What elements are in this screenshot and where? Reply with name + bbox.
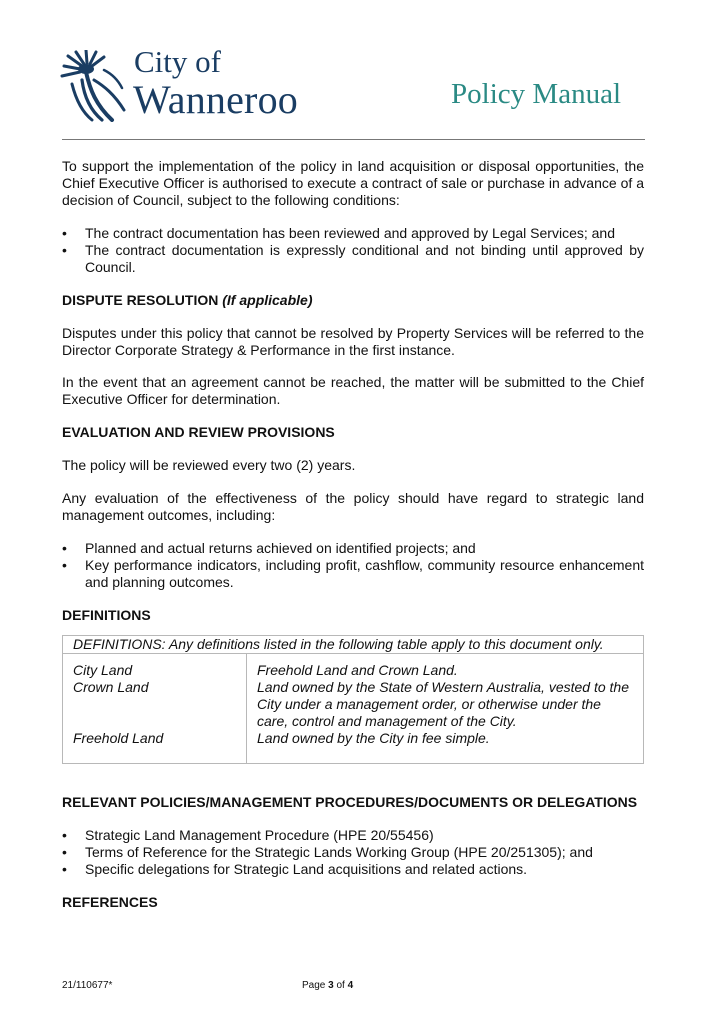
- definitions-heading: DEFINITIONS: [62, 607, 151, 623]
- conditions-list: [62, 225, 644, 276]
- definition-text: Freehold Land and Crown Land.: [257, 662, 458, 678]
- page-number: [302, 980, 353, 991]
- page-of: of: [336, 980, 345, 991]
- list-item: • Key performance indicators, including profit, cashflow, community resource enhancement and planning outcomes.: [62, 557, 644, 591]
- logo-city-text: City of: [134, 44, 221, 79]
- list-item: • The contract documentation has been reviewed and approved by Legal Services; and: [62, 225, 644, 242]
- evaluation-heading: EVALUATION AND REVIEW PROVISIONS: [62, 424, 335, 440]
- table-row: [63, 730, 643, 763]
- logo-wanneroo-text: Wanneroo: [133, 77, 298, 122]
- definition-text: Land owned by the City in fee simple.: [257, 730, 490, 746]
- page-header: [0, 0, 705, 140]
- document-reference: 21/110677*: [62, 980, 113, 991]
- table-header-cell: DEFINITIONS: Any definitions listed in the following table apply to this document only.: [63, 636, 643, 654]
- page-word: Page: [302, 980, 326, 991]
- evaluation-paragraph-2: Any evaluation of the effectiveness of the policy should have regard to strategic land management outcomes, including:: [62, 490, 644, 523]
- table-row: [63, 654, 643, 679]
- evaluation-list: [62, 540, 644, 591]
- list-item: • The contract documentation is expressly conditional and not binding until approved by Council.: [62, 242, 644, 276]
- relevant-policies-heading: RELEVANT POLICIES/MANAGEMENT PROCEDURES/DOCUMENTS OR DELEGATIONS: [62, 794, 638, 810]
- relevant-policies-list: [62, 827, 644, 878]
- definitions-table: [62, 635, 644, 764]
- header-divider: [62, 139, 645, 140]
- intro-paragraph: To support the implementation of the policy in land acquisition or disposal opportunities, the Chief Executive Officer is authorised to execute a contract of sale or purchase in advance of a decision of Council, subject to the following conditions:: [62, 158, 644, 208]
- definition-text: Land owned by the State of Western Australia, vested to the City under a management order, or otherwise under the care, control and management of the City.: [257, 679, 630, 729]
- list-item: • Terms of Reference for the Strategic Lands Working Group (HPE 20/251305); and: [62, 844, 644, 861]
- evaluation-paragraph-1: The policy will be reviewed every two (2) years.: [62, 457, 356, 473]
- references-heading: REFERENCES: [62, 894, 158, 910]
- list-item: • Planned and actual returns achieved on identified projects; and: [62, 540, 644, 557]
- dispute-heading-text: DISPUTE RESOLUTION: [62, 292, 219, 308]
- page-total: 4: [347, 980, 354, 991]
- policy-manual-title: Policy Manual: [451, 78, 621, 110]
- page-current: 3: [328, 980, 334, 991]
- list-item: • Specific delegations for Strategic Land acquisitions and related actions.: [62, 861, 644, 878]
- list-item: • Strategic Land Management Procedure (HPE 20/55456): [62, 827, 644, 844]
- table-header-row: [63, 636, 643, 654]
- dispute-paragraph-2: In the event that an agreement cannot be reached, the matter will be submitted to the Chief Executive Officer for determination.: [62, 374, 644, 407]
- table-row: [63, 679, 643, 730]
- dispute-paragraph-1: Disputes under this policy that cannot be resolved by Property Services will be referred to the Director Corporate Strategy & Performance in the first instance.: [62, 325, 644, 358]
- dispute-resolution-heading: [62, 292, 644, 309]
- document-body: [62, 158, 644, 911]
- definition-term: Crown Land: [63, 679, 247, 730]
- wanneroo-logo-icon: [60, 50, 130, 122]
- definition-term: City Land: [63, 654, 247, 679]
- dispute-heading-suffix: (If applicable): [222, 292, 313, 308]
- definition-term: Freehold Land: [63, 730, 247, 763]
